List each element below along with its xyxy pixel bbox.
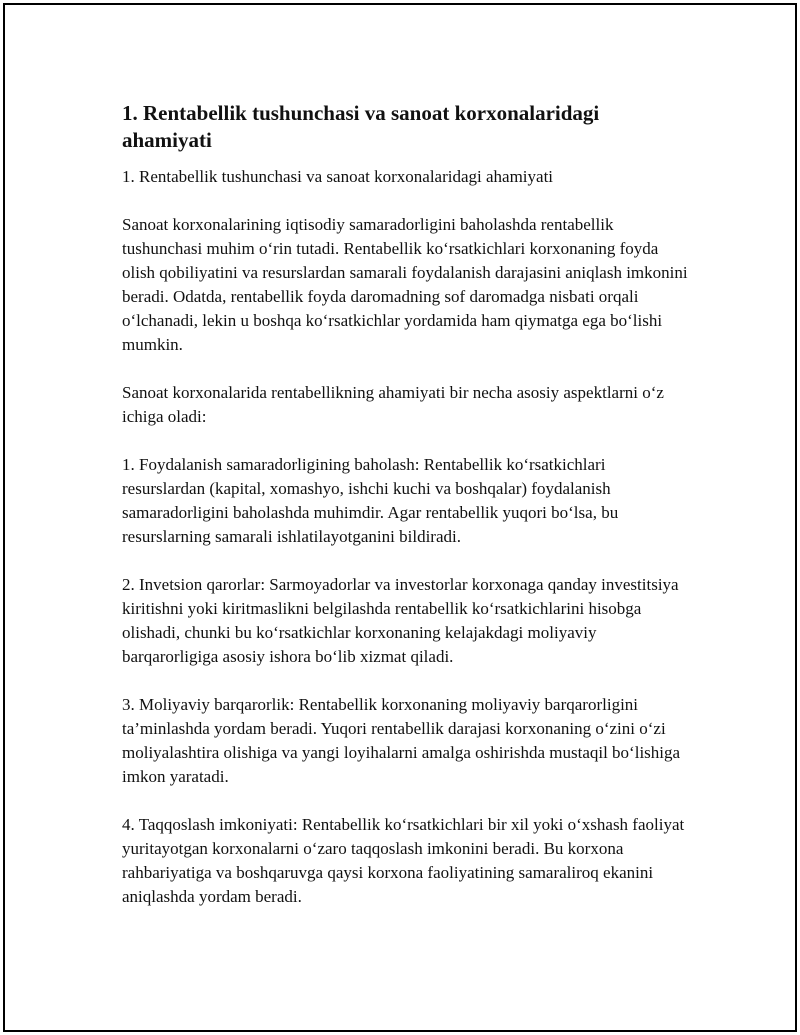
- section-subheading: 1. Rentabellik tushunchasi va sanoat korxonalaridagi ahamiyati: [122, 167, 554, 186]
- document-page: [3, 3, 797, 1032]
- point-paragraph-1: 1. Foydalanish samaradorligining baholash: Rentabellik ko‘rsatkichlari resurslardan (kapital, xomashyo, ishchi kuchi va boshqalar) foydalanish samaradorligini baholashda muhimdir. Agar rentabellik yuqori bo‘lsa, bu resurslarning samarali ishlatilayotganini bildiradi.: [122, 455, 619, 546]
- document-body: [122, 100, 692, 933]
- point-paragraph-4: 4. Taqqoslash imkoniyati: Rentabellik ko‘rsatkichlari bir xil yoki o‘xshash faoliyat yuritayotgan korxonalarni o‘zaro taqqoslash imkonini beradi. Bu korxona rahbariyatiga va boshqaruvga qaysi korxona faoliyatining samaraliroq ekanini aniqlashda yordam beradi.: [122, 815, 685, 906]
- section-heading: 1. Rentabellik tushunchasi va sanoat korxonalaridagi ahamiyati: [122, 101, 600, 152]
- lead-paragraph: Sanoat korxonalarida rentabellikning ahamiyati bir necha asosiy aspektlarni o‘z ichiga oladi:: [122, 383, 664, 426]
- point-paragraph-3: 3. Moliyaviy barqarorlik: Rentabellik korxonaning moliyaviy barqarorligini ta’minlashda yordam beradi. Yuqori rentabellik darajasi korxonaning o‘zini o‘zi moliyalashtira olishiga va yangi loyihalarni amalga oshirishda mustaqil bo‘lishiga imkon yaratadi.: [122, 695, 681, 786]
- point-paragraph-2: 2. Invetsion qarorlar: Sarmoyadorlar va investorlar korxonaga qanday investitsiya kiritishni yoki kiritmaslikni belgilashda rentabellik ko‘rsatkichlarini hisobga olishadi, chunki bu ko‘rsatkichlar korxonaning kelajakdagi moliyaviy barqarorligiga asosiy ishora bo‘lib xizmat qiladi.: [122, 575, 679, 666]
- intro-paragraph: Sanoat korxonalarining iqtisodiy samaradorligini baholashda rentabellik tushunchasi muhim o‘rin tutadi. Rentabellik ko‘rsatkichlari korxonaning foyda olish qobiliyatini va resurslardan samarali foydalanish darajasini aniqlash imkonini beradi. Odatda, rentabellik foyda daromadning sof daromadga nisbati orqali o‘lchanadi, lekin u boshqa ko‘rsatkichlar yordamida ham qiymatga ega bo‘lishi mumkin.: [122, 215, 688, 354]
